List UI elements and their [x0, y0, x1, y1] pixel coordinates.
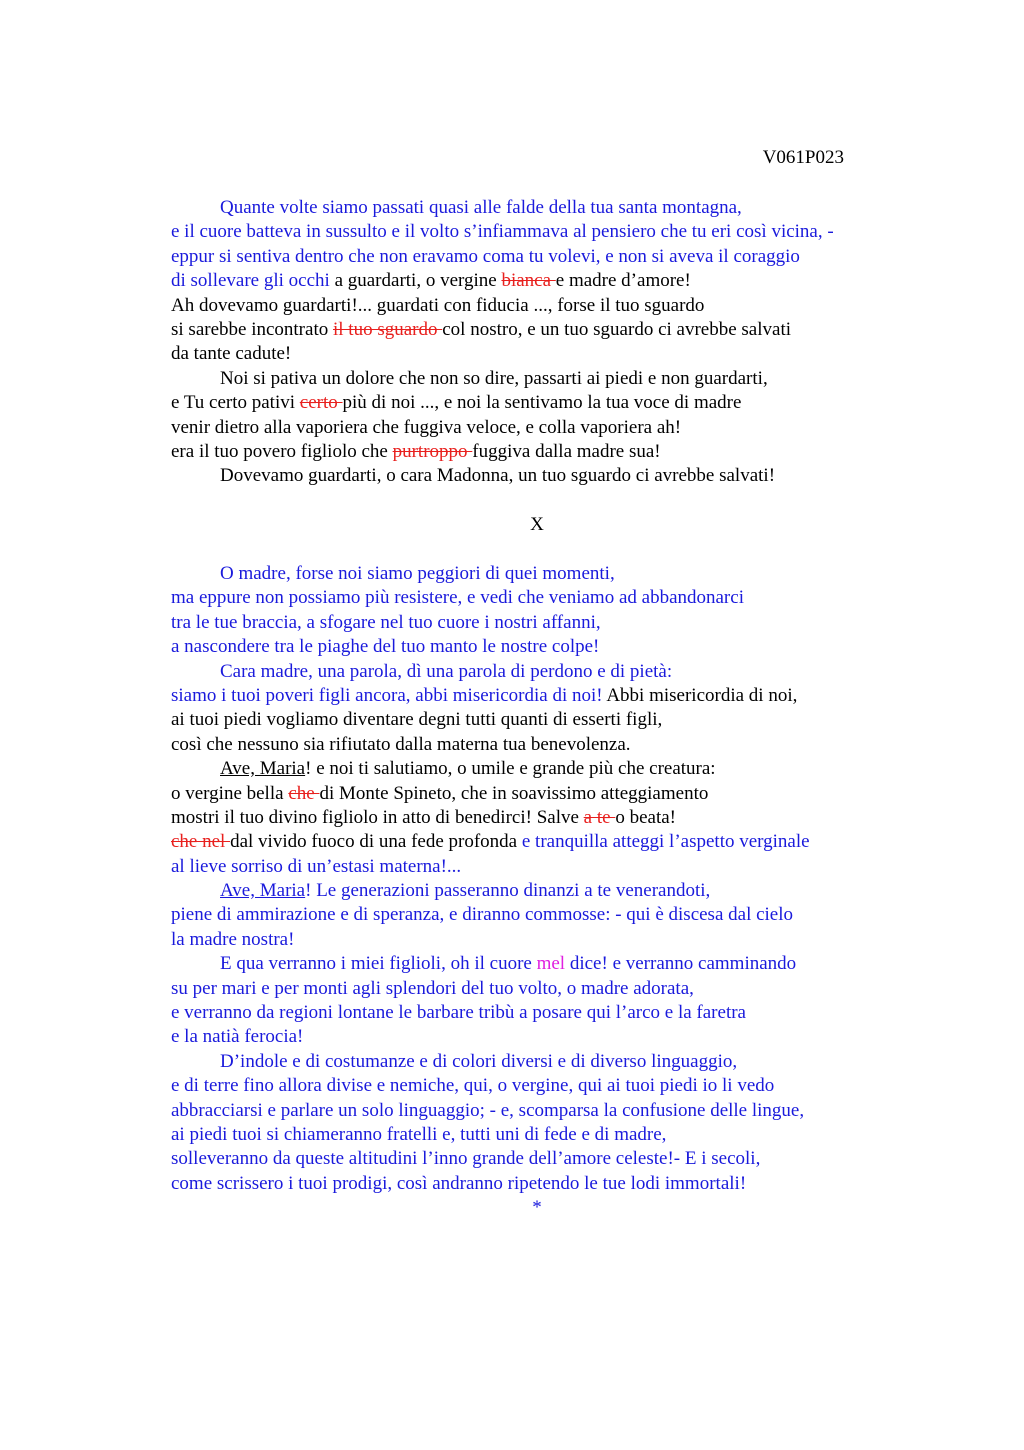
- text-line: tra le tue braccia, a sfogare nel tuo cuore i nostri affanni,: [171, 611, 601, 633]
- text-line: venir dietro alla vaporiera che fuggiva veloce, e colla vaporiera ah!: [171, 416, 682, 438]
- text-line: Quante volte siamo passati quasi alle falde della tua santa montagna,: [220, 197, 742, 218]
- text-line: su per mari e per monti agli splendori del tuo volto, o madre adorata,: [171, 977, 694, 999]
- text-line: solleveranno da queste altitudini l’inno grande dell’amore celeste!- E i secoli,: [171, 1148, 761, 1170]
- text-line: [171, 440, 911, 464]
- text-line: a nascondere tra le piaghe del tuo manto le nostre colpe!: [171, 636, 600, 658]
- text-line: O madre, forse noi siamo peggiori di quei momenti,: [220, 563, 615, 584]
- text-span: e tranquilla atteggi l’aspetto verginale: [517, 831, 810, 853]
- text-line: [171, 952, 911, 976]
- text-line: e di terre fino allora divise e nemiche, qui, o vergine, qui ai tuoi piedi io li vedo: [171, 1075, 775, 1097]
- text-span: dice! e verranno camminando: [565, 953, 797, 975]
- text-line: [171, 879, 911, 903]
- text-line: e verranno da regioni lontane le barbare tribù a posare qui l’arco e la faretra: [171, 1002, 746, 1024]
- text-span: dal vivido fuoco di una fede profonda: [230, 831, 518, 853]
- text-line: [171, 782, 911, 806]
- text-span: e madre d’amore!: [555, 270, 691, 292]
- page-id: V061P023: [762, 147, 844, 168]
- text-span: a guardarti, o vergine: [329, 270, 502, 292]
- text-line: e la natià ferocia!: [171, 1026, 304, 1048]
- text-line: ma eppure non possiamo più resistere, e vedi che veniamo ad abbandonarci: [171, 587, 744, 609]
- text-span: e Tu certo pativi: [171, 392, 300, 414]
- text-line: da tante cadute!: [171, 343, 292, 365]
- text-line: la madre nostra!: [171, 928, 295, 950]
- deleted-text: certo: [299, 392, 343, 414]
- text-span: o vergine bella: [171, 782, 289, 804]
- deleted-text: purtroppo: [392, 440, 473, 462]
- text-span: col nostro, e un tuo sguardo ci avrebbe salvati: [442, 318, 791, 340]
- text-line: ai piedi tuoi si chiameranno fratelli e, tutti uni di fede e di madre,: [171, 1123, 667, 1145]
- end-mark: *: [532, 1197, 542, 1218]
- text-line: piene di ammirazione e di speranza, e diranno commosse: - qui è discesa dal cielo: [171, 904, 794, 926]
- text-span: o beata!: [615, 806, 676, 828]
- text-line: [171, 757, 911, 781]
- text-span: era il tuo povero figliolo che: [171, 440, 393, 462]
- deleted-text: che: [288, 782, 320, 804]
- text-span: di Monte Spineto, che in soavissimo atteggiamento: [319, 782, 709, 804]
- text-line: [171, 269, 911, 293]
- text-span: si sarebbe incontrato: [171, 318, 333, 340]
- text-line: Cara madre, una parola, dì una parola di perdono e di pietà:: [220, 660, 673, 682]
- text-line: Dovevamo guardarti, o cara Madonna, un tuo sguardo ci avrebbe salvati!: [220, 465, 776, 487]
- text-line: [171, 318, 911, 342]
- text-line: come scrissero i tuoi prodigi, così andranno ripetendo le tue lodi immortali!: [171, 1172, 747, 1194]
- deleted-text: il tuo sguardo: [332, 318, 443, 340]
- text-span: più di noi ..., e noi la sentivamo la tua voce di madre: [342, 392, 742, 414]
- deleted-text: che nel: [171, 831, 231, 853]
- underlined-text: Ave, Maria: [220, 880, 306, 902]
- text-line: Ah dovevamo guardarti!... guardati con fiducia ..., forse il tuo sguardo: [171, 294, 705, 316]
- deleted-text: bianca: [501, 270, 556, 292]
- text-span: mostri il tuo divino figliolo in atto di benedirci! Salve: [171, 806, 584, 828]
- text-span: E qua verranno i miei figlioli, oh il cuore: [220, 953, 537, 975]
- text-line: Noi si pativa un dolore che non so dire, passarti ai piedi e non guardarti,: [220, 367, 768, 389]
- text-line: al lieve sorriso di un’estasi materna!...: [171, 855, 462, 877]
- text-line: [171, 684, 911, 708]
- text-line: abbracciarsi e parlare un solo linguaggio; - e, scomparsa la confusione delle lingue,: [171, 1099, 805, 1121]
- text-line: e il cuore batteva in sussulto e il volto s’infiammava al pensiero che tu eri così vicina, -: [171, 221, 834, 243]
- text-line: [171, 830, 911, 854]
- text-line: [171, 806, 911, 830]
- text-line: [171, 391, 911, 415]
- section-1: [171, 196, 911, 489]
- section-2: [171, 562, 911, 1196]
- section-heading: X: [530, 514, 544, 535]
- text-span: siamo i tuoi poveri figli ancora, abbi misericordia di noi!: [171, 684, 603, 706]
- text-span: ! Le generazioni passeranno dinanzi a te venerandoti,: [305, 880, 711, 902]
- text-span: ! e noi ti salutiamo, o umile e grande più che creatura:: [305, 758, 716, 780]
- text-line: eppur si sentiva dentro che non eravamo coma tu volevi, e non si aveva il coraggio: [171, 245, 800, 267]
- underlined-text: Ave, Maria: [220, 758, 306, 780]
- text-line: così che nessuno sia rifiutato dalla materna tua benevolenza.: [171, 733, 631, 755]
- text-line: D’indole e di costumanze e di colori diversi e di diverso linguaggio,: [220, 1050, 738, 1072]
- text-line: ai tuoi piedi vogliamo diventare degni tutti quanti di esserti figli,: [171, 709, 663, 731]
- text-span: Abbi misericordia di noi,: [602, 684, 798, 706]
- highlighted-text: mel: [536, 953, 566, 975]
- text-span: di sollevare gli occhi: [171, 270, 330, 292]
- deleted-text: a te: [583, 806, 616, 828]
- text-span: fuggiva dalla madre sua!: [472, 440, 661, 462]
